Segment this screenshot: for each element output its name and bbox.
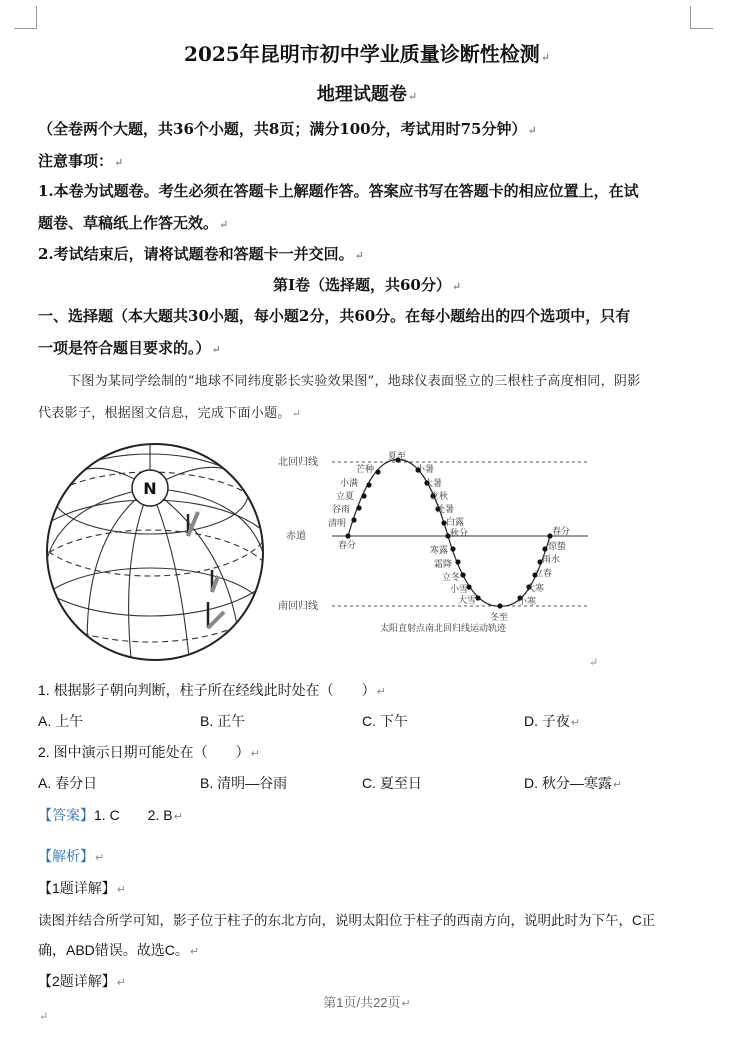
solar-term-dot [361,493,366,498]
notice-2: 2.考试结束后，请将试题卷和答题卡一并交回。↵ [38,245,364,263]
label-equator: 赤道 [286,531,306,542]
solar-term-dot [375,469,380,474]
q1-option-a: A. 上午 [38,713,84,729]
q2-detail-heading: 【2题详解】↵ [38,973,127,989]
crop-mark-top-left [14,6,37,29]
question-2-stem: 2. 图中演示日期可能处在（ ）↵ [38,744,260,760]
term-hanlu: 寒露 [430,546,449,556]
term-xiaoxue: 小雪 [450,585,469,595]
term-qiufen: 秋分 [450,529,469,539]
term-xiaoman: 小满 [340,479,359,489]
term-jingzhe: 惊蛰 [548,542,567,552]
term-dahan: 大寒 [526,584,545,594]
term-chushu: 处暑 [436,505,455,515]
solar-term-dot [450,546,455,551]
part-heading: 第Ⅰ卷（选择题，共60分）↵ [272,276,462,294]
term-xiazhi: 夏至 [388,452,407,462]
term-dongzhi: 冬至 [490,613,509,623]
chart-caption: 太阳直射点南北回归线运动轨迹 [380,624,507,634]
q2-option-a: A. 春分日 [38,775,98,791]
doc-title: 2025年昆明市初中学业质量诊断性检测↵ [184,42,550,66]
term-daxue: 大雪 [458,596,477,606]
term-lixia: 立夏 [336,492,355,502]
notice-1: 1.本卷为试题卷。考生必须在答题卡上解题作答。答案应书写在答题卡的相应位置上，在试 [38,182,639,200]
solar-term-dot [455,559,460,564]
q2-option-b: B. 清明—谷雨 [200,775,288,791]
q1-option-b: B. 正午 [200,713,246,729]
q1-option-c: C. 下午 [362,713,408,729]
notice-1-cont: 题卷、草稿纸上作答无效。↵ [38,214,229,232]
intro-text-cont: 代表影子，根据图文信息，完成下面小题。↵ [38,406,302,421]
term-lidong: 立冬 [442,573,461,583]
solar-term-dot [366,482,371,487]
q2-option-d: D. 秋分—寒露↵ [524,775,623,791]
section-heading: 一、选择题（本大题共30小题，每小题2分，共60分。在每小题给出的四个选项中，只有 [38,307,631,325]
solar-term-dot [345,533,350,538]
exam-info: （全卷两个大题，共36个小题，共8页；满分100分，考试用时75分钟）↵ [38,120,537,138]
term-qingming: 清明 [328,519,347,529]
label-tropic-s: 南回归线 [278,601,318,612]
term-chunfen1: 春分 [338,541,357,551]
q1-detail-text: 读图并结合所学可知，影子位于柱子的东北方向，说明太阳位于柱子的西南方向，说明此时为下午，C正 [38,913,656,928]
term-xiaohan: 小寒 [518,597,537,607]
solar-term-dot [475,595,480,600]
term-dashu: 大暑 [424,479,443,489]
sun-path-chart [270,448,600,648]
term-mangzhong: 芒种 [356,465,375,475]
term-guyu: 谷雨 [332,505,351,515]
answer-text: 1. C 2. B [94,807,173,823]
intro-text: 下图为某同学绘制的“地球不同纬度影长实验效果图”，地球仪表面竖立的三根柱子高度相同，阴影 [68,374,641,389]
doc-subtitle: 地理试题卷↵ [316,84,418,105]
term-xiaoshu: 小暑 [416,465,435,475]
solar-term-dot [351,517,356,522]
term-chunfen2: 春分 [552,527,571,537]
q1-option-d: D. 子夜↵ [524,713,581,729]
solar-term-dot [460,572,465,577]
term-bailu: 白露 [446,518,465,528]
answer-label: 【答案】 [38,807,94,823]
q1-detail-heading: 【1题详解】↵ [38,880,127,896]
term-shuangjiang: 霜降 [434,560,453,570]
label-tropic-n: 北回归线 [278,457,318,468]
globe-figure [40,436,270,668]
q2-option-c: C. 夏至日 [362,775,422,791]
crop-mark-top-right [690,6,713,29]
globe-north-label: N [143,479,157,498]
answer-line: 【答案】1. C 2. B↵ [38,807,183,823]
notice-heading: 注意事项：↵ [38,152,124,170]
solar-term-dot [542,546,547,551]
solar-term-dot [356,505,361,510]
question-1-stem: 1. 根据影子朝向判断，柱子所在经线此时处在（ ）↵ [38,682,386,698]
solar-term-dot [497,603,502,608]
term-yushui: 雨水 [542,555,561,565]
term-lichun: 立春 [534,569,553,579]
page-footer: 第1页/共22页↵ [323,995,411,1010]
section-heading-cont: 一项是符合题目要求的。）↵ [38,339,221,357]
analysis-label: 【解析】↵ [38,848,105,864]
q1-detail-text-cont: 确，ABD错误。故选C。↵ [38,942,200,958]
term-liqiu: 立秋 [430,492,449,502]
